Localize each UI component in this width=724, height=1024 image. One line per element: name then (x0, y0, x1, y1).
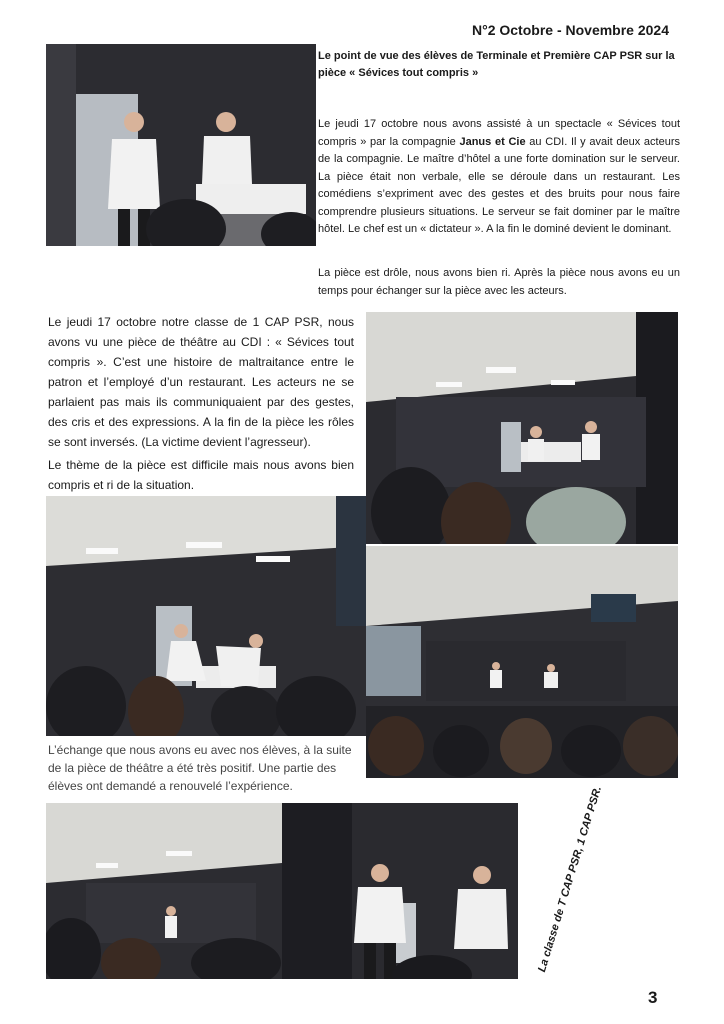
article-paragraph-2: La pièce est drôle, nous avons bien ri. Après la pièce nous avons eu un temps pour échanger sur la pièce avec les acteurs. (318, 267, 680, 297)
para1-end: au CDI. Il y avait deux acteurs de la compagnie. Le maître d’hôtel a une forte domination sur le serveur. La pièce était non verbale, elle se déroule dans un restaurant. Les comédiens s’expriment avec des gestes et des bruits pour nous faire comprendre plusieurs situations. Le serveur se fait dominer par le maître hôtel. Le chef est un « dictateur ». A la fin le dominé devient le dominant. (318, 135, 680, 235)
company-name: Janus et Cie (459, 135, 526, 148)
photo-wide-cdi-room (366, 546, 678, 778)
issue-header: N°2 Octobre - Novembre 2024 (472, 22, 670, 38)
article-paragraph-1 (318, 116, 680, 239)
article-paragraph-3: Le jeudi 17 octobre notre classe de 1 CAP PSR, nous avons vu une pièce de théâtre au CDI : « Sévices tout compris ». C’est une histoire de maltraitance entre le patron et l’employé d’un restaurant. Les acteurs ne se parlaient pas mais ils communiquaient par des gestes, des cris et des expressions. A la fin de la pièce les rôles se sont inversés. (La victime devient l’agresseur). (48, 315, 354, 449)
photo-two-actors-stage (46, 44, 316, 246)
class-credit: La classe de T CAP PSR, 1 CAP PSR. (536, 784, 605, 974)
article-title-line1: Le point de vue des élèves de Terminale et Première CAP PSR sur la (318, 50, 675, 62)
page-number: 3 (648, 988, 658, 1007)
photo-wide-performance (46, 803, 282, 979)
article-paragraph-4: Le thème de la pièce est difficile mais nous avons bien compris et ri de la situation. (48, 458, 354, 492)
article-title (318, 48, 680, 82)
photo-audience-back-view (366, 312, 678, 544)
para1-start: Le jeudi 17 octobre nous avons assisté à un spectacle « Sévices tout compris » par la compagnie (318, 118, 680, 148)
photo-caption: L’échange que nous avons eu avec nos élèves, à la suite de la pièce de théâtre a été très positif. Une partie des élèves ont demandé a renouvelé l’expérience. (48, 743, 352, 793)
photo-actors-closeup (282, 803, 518, 979)
article-title-line2: pièce « Sévices tout compris » (318, 67, 479, 79)
photo-actors-fighting (46, 496, 366, 736)
